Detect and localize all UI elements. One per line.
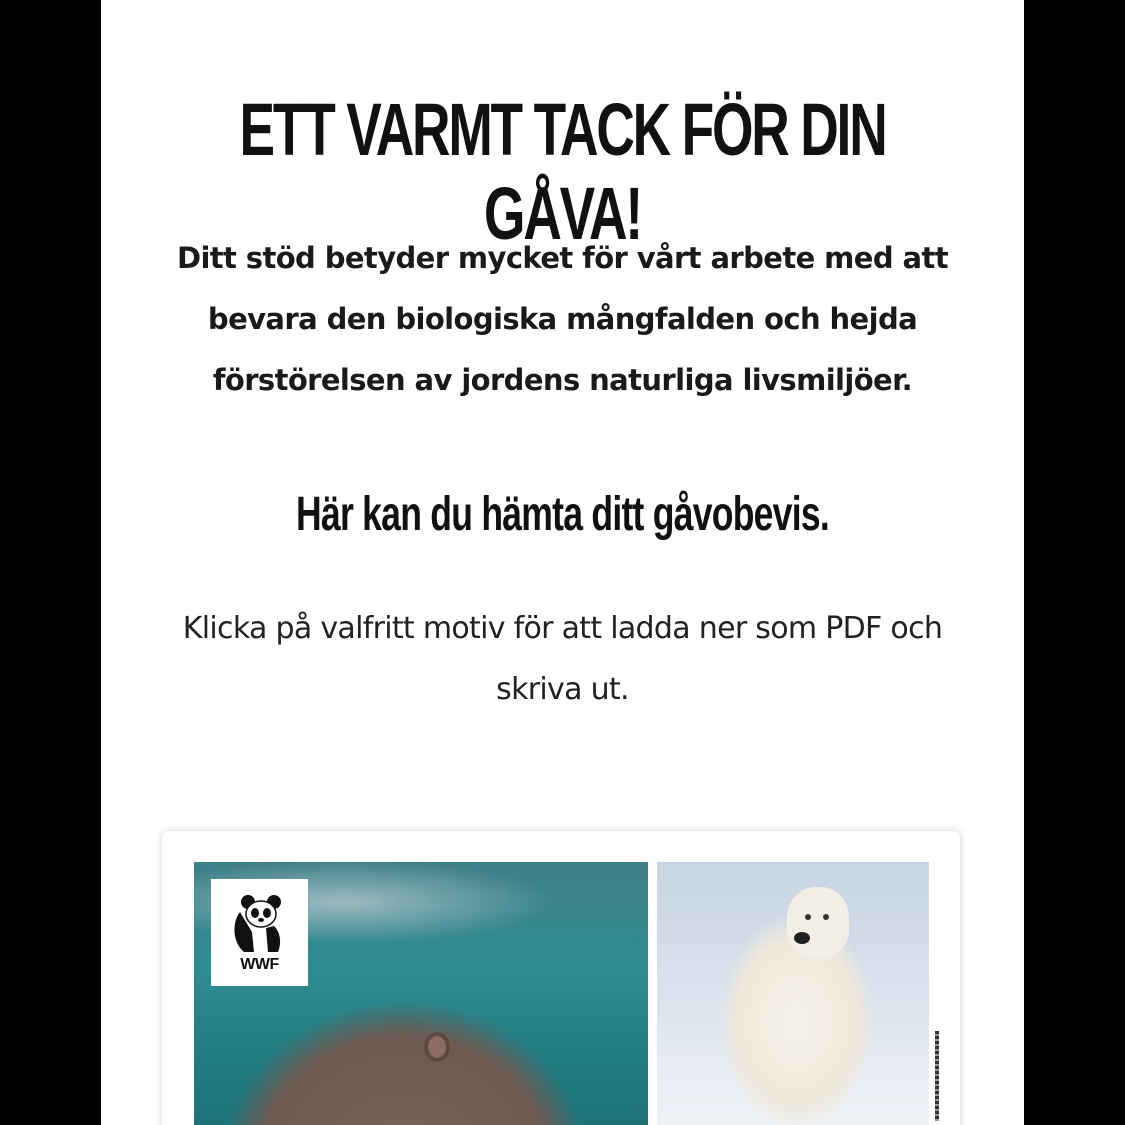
- wwf-logo-text: WWF: [240, 955, 279, 973]
- page-title: ETT VARMT TACK FÖR DIN GÅVA!: [239, 88, 886, 255]
- polar-bear-head: [787, 887, 849, 957]
- panda-icon: [230, 892, 290, 954]
- certificate-motif-polar-bear[interactable]: [657, 862, 929, 1125]
- photo-credit: [935, 1031, 939, 1121]
- wwf-logo: [211, 879, 308, 986]
- polar-bear-eye: [823, 914, 829, 920]
- certificate-motif-walrus[interactable]: [194, 862, 648, 1125]
- polar-bear-eye: [805, 914, 811, 920]
- walrus-eye: [424, 1032, 450, 1062]
- certificate-card: [162, 831, 960, 1125]
- content-page: [101, 0, 1024, 1125]
- polar-bear-nose: [794, 932, 810, 944]
- certificate-heading: Här kan du hämta ditt gåvobevis.: [296, 488, 829, 541]
- thank-you-text: Ditt stöd betyder mycket för vårt arbete med att bevara den biologiska mångfalden och hejda förstörelsen av jordens naturliga livsmiljöer.: [176, 241, 949, 397]
- download-instruction: Klicka på valfritt motiv för att ladda ner som PDF och skriva ut.: [182, 611, 943, 707]
